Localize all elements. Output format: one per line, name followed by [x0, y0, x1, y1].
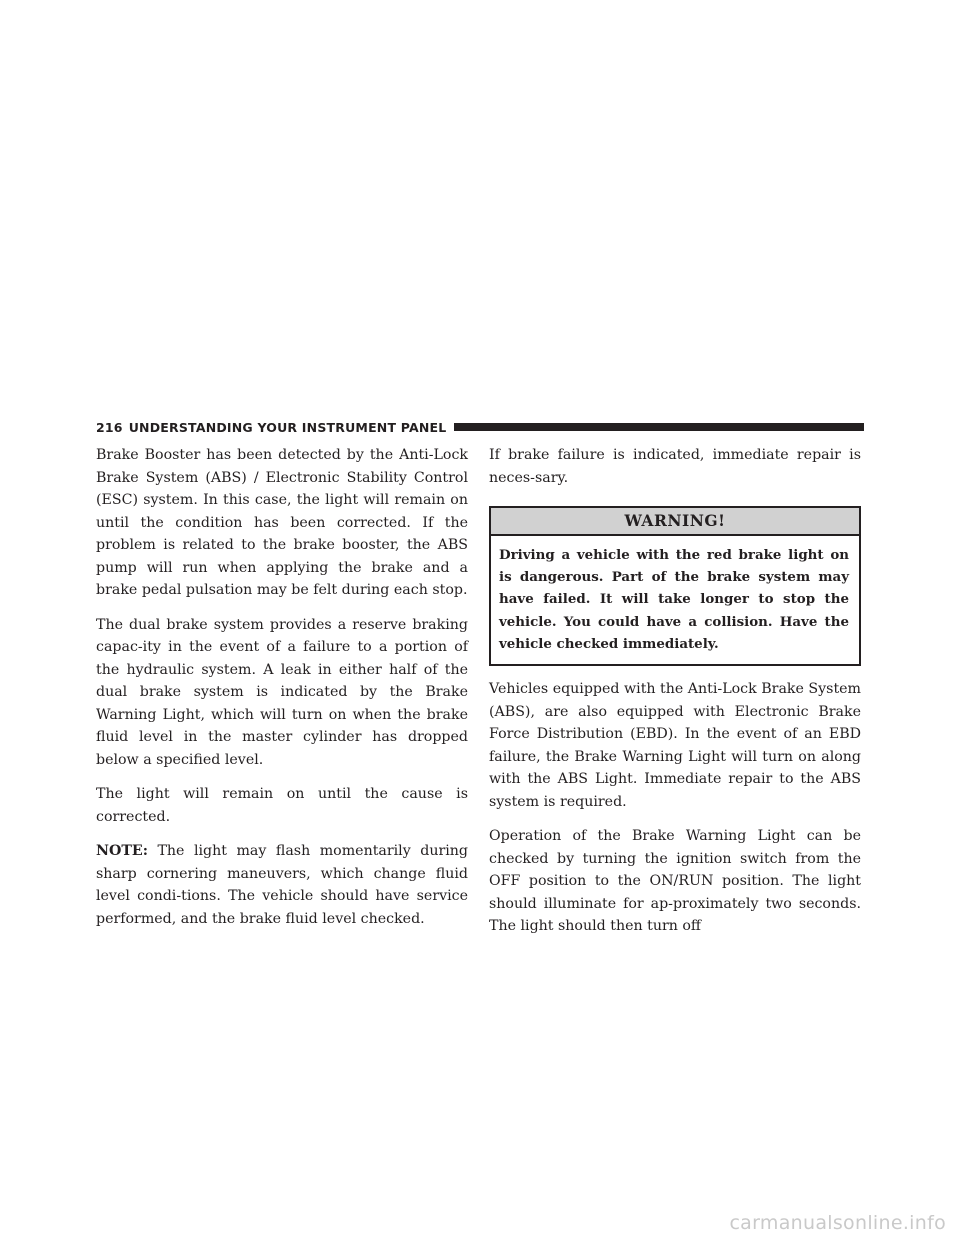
note-text: The light may flash momentarily during sharp cornering maneuvers, which change fluid level condi-tions. The vehicle should have service performed, and the brake fluid level checked. [96, 843, 468, 927]
section-title: UNDERSTANDING YOUR INSTRUMENT PANEL [128, 419, 447, 435]
left-column [96, 444, 468, 942]
page-header [96, 416, 864, 438]
paragraph-ebd: Vehicles equipped with the Anti-Lock Brake System (ABS), are also equipped with Electronic Brake Force Distribution (EBD). In the event of an EBD failure, the Brake Warning Light will turn on along with the ABS Light. Immediate repair to the ABS system is required. [489, 681, 861, 810]
page-number: 216 [96, 419, 123, 435]
paragraph-brake-booster: Brake Booster has been detected by the Anti-Lock Brake System (ABS) / Electronic Stability Control (ESC) system. In this case, the light will remain on until the condition has been corrected. If the problem is related to the brake booster, the ABS pump will run when applying the brake and a brake pedal pulsation may be felt during each stop. [96, 447, 468, 598]
paragraph-light-check: Operation of the Brake Warning Light can be checked by turning the ignition switch from the OFF position to the ON/RUN position. The light should illuminate for ap-proximately two seconds. The light should then turn off [489, 828, 861, 935]
warning-title: WARNING! [491, 508, 859, 536]
note-label: NOTE: [96, 843, 148, 859]
paragraph-light-remains-on: The light will remain on until the cause is corrected. [96, 786, 468, 825]
warning-body: Driving a vehicle with the red brake light on is dangerous. Part of the brake system may have failed. It will take longer to stop the vehicle. You could have a collision. Have the vehicle checked immediately. [499, 547, 849, 652]
header-rule [454, 423, 864, 431]
watermark: carmanualsonline.info [729, 1212, 946, 1234]
paragraph-brake-failure: If brake failure is indicated, immediate repair is neces-sary. [489, 447, 861, 486]
paragraph-dual-brake-system: The dual brake system provides a reserve braking capac-ity in the event of a failure to a portion of the hydraulic system. A leak in either half of the dual brake system is indicated by the Brake Warning Light, which will turn on when the brake fluid level in the master cylinder has dropped below a specified level. [96, 616, 468, 768]
note-paragraph [96, 840, 468, 930]
warning-box [489, 506, 861, 666]
right-column [489, 444, 861, 950]
